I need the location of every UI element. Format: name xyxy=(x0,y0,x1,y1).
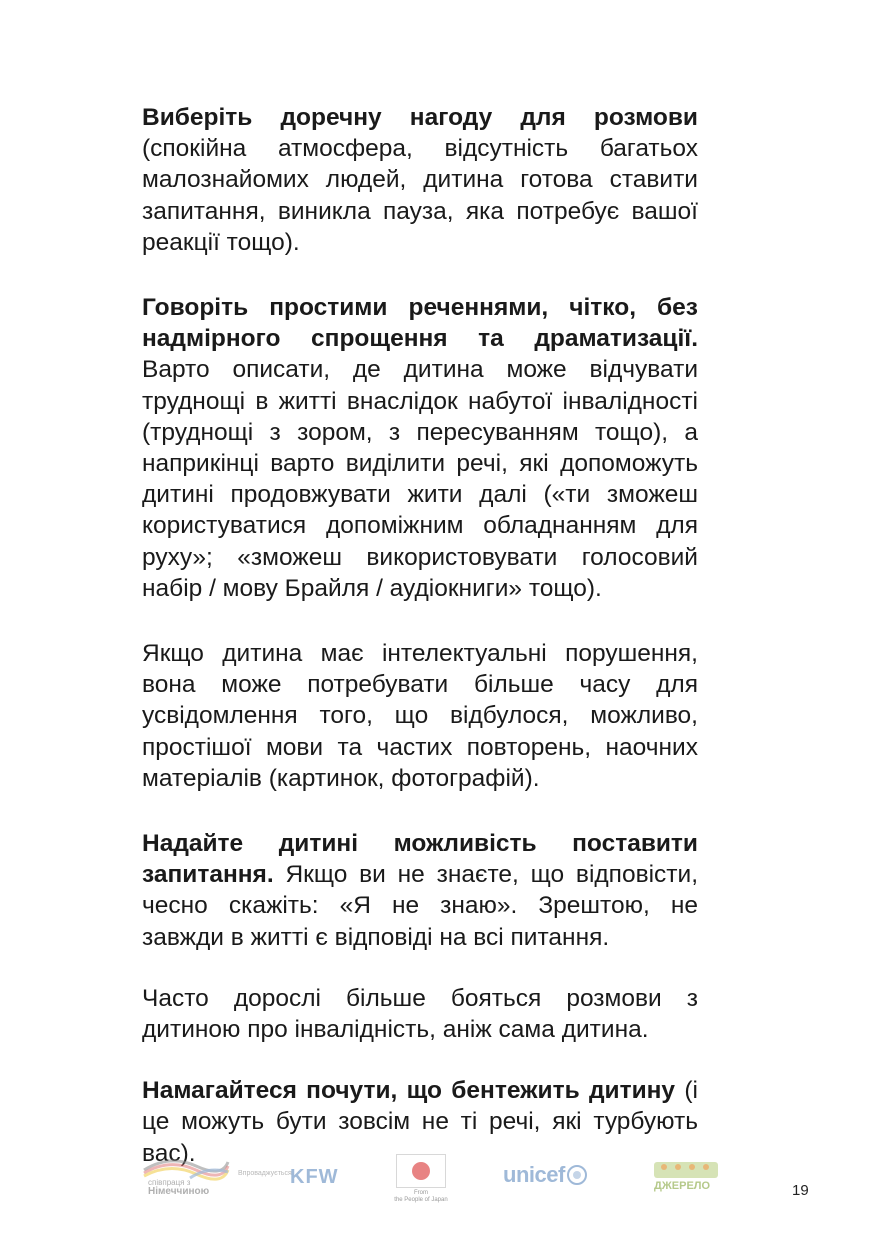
paragraph-4-text: Якщо ви не знаєте, що відповісти, чесно скажіть: «Я не знаю». Зрештою, не завжди в житті є відповіді на всі питання. xyxy=(142,861,698,951)
paragraph-5 xyxy=(142,983,698,1045)
paragraph-6-bold: Намагайтеся почути, що бентежить дитину xyxy=(142,1077,676,1105)
cooperation-text: співпраця з Німеччиною xyxy=(148,1178,210,1197)
paragraph-6-text: (і це можуть бути зовсім не ті речі, які турбують вас). xyxy=(142,1077,698,1167)
document-body xyxy=(142,102,698,1169)
paragraph-3 xyxy=(142,638,698,794)
paragraph-4 xyxy=(142,828,698,953)
paragraph-4-bold: Надайте дитині можливість поставити запитання. xyxy=(142,830,698,889)
implemented-by-label: Впроваджується xyxy=(238,1170,292,1177)
japan-flag-icon xyxy=(396,1154,446,1188)
paragraph-2-text: Варто описати, де дитина може відчувати труднощі в житті внаслідок набутої інвалідності (труднощі з зором, з пересуванням тощо), а наприкінці варто виділити речі, які допоможуть дитині продовжувати жити далі («ти зможеш користуватися допоміжним обладнанням для руху»; «зможеш використовувати голосовий набір / мову Брайля / аудіокниги» тощо). xyxy=(142,356,698,602)
paragraph-3-text: Якщо дитина має інтелектуальні порушення, вона може потребувати більше часу для усвідомлення того, що відбулося, можливо, простішої мови та частих повторень, наочних матеріалів (картинок, фотографій). xyxy=(142,640,698,792)
paragraph-1-bold: Виберіть доречну нагоду для розмови xyxy=(142,104,698,131)
paragraph-2 xyxy=(142,292,698,604)
unicef-globe-icon xyxy=(567,1165,587,1185)
paragraph-1-text: (спокійна атмосфера, відсутність багатьох малознайомих людей, дитина готова ставити запитання, виникла пауза, яка потребує вашої реакції тощо). xyxy=(142,135,698,256)
german-cooperation-logo xyxy=(140,1152,232,1202)
kfw-logo: KFW xyxy=(290,1166,339,1188)
paragraph-2-bold: Говоріть простими реченнями, чітко, без надмірного спрощення та драматизації. xyxy=(142,294,698,353)
dzherelo-figures-icon xyxy=(652,1158,720,1180)
dzherelo-logo: ДЖЕРЕЛО xyxy=(652,1158,720,1198)
paragraph-5-text: Часто дорослі більше бояться розмови з дитиною про інвалідність, аніж сама дитина. xyxy=(142,984,698,1044)
unicef-logo: unicef xyxy=(503,1162,587,1188)
footer-logos xyxy=(0,1148,874,1218)
japan-logo: From the People of Japan xyxy=(394,1154,448,1214)
page-number: 19 xyxy=(792,1182,809,1199)
paragraph-1 xyxy=(142,102,698,258)
